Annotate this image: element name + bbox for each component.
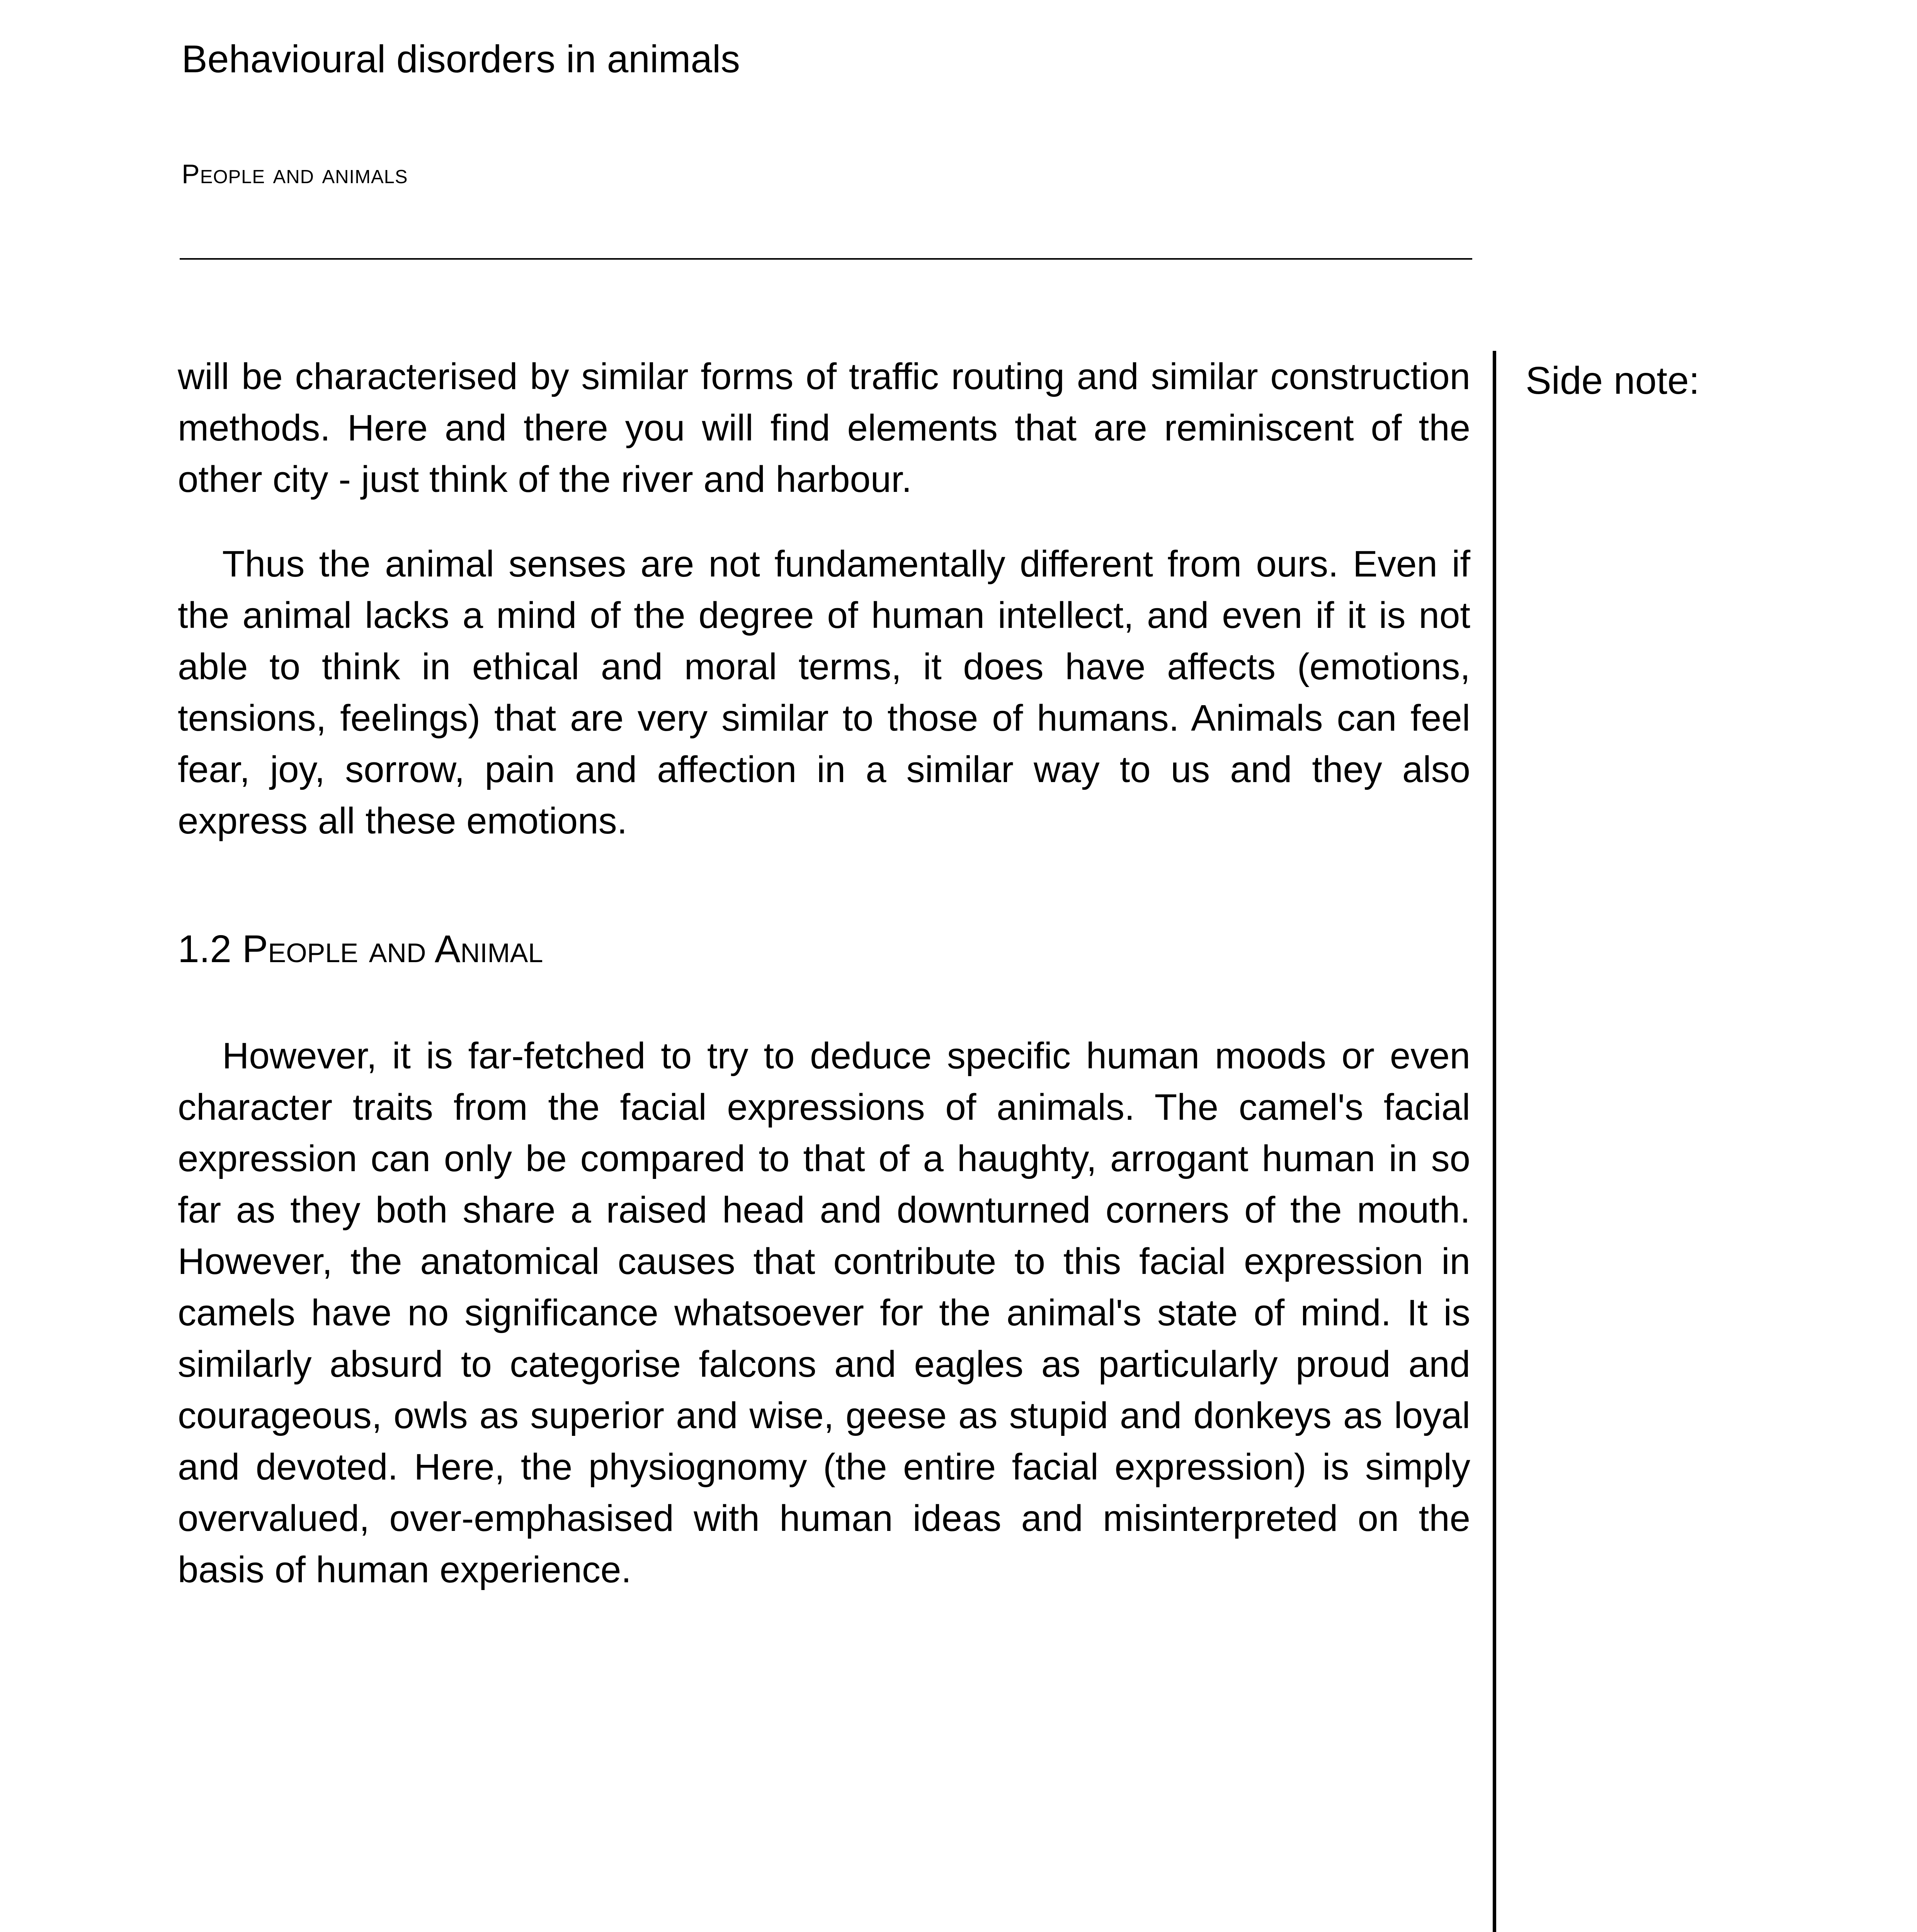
header-divider <box>180 258 1472 260</box>
main-text-column <box>178 351 1470 1595</box>
body-paragraph: Thus the animal senses are not fundamentally different from ours. Even if the animal lacks a mind of the degree of human intellect, and even if it is not able to think in ethical and moral terms, it does have affects (emotions, tensions, feelings) that are very similar to those of humans. Animals can feel fear, joy, sorrow, pain and affection in a similar way to us and they also express all these emotions. <box>178 543 1470 842</box>
side-note-label: Side note: <box>1526 359 1700 402</box>
section-title: People and Animal <box>242 927 543 971</box>
margin-divider <box>1493 351 1496 1932</box>
body-paragraph: will be characterised by similar forms of traffic routing and similar construction methods. Here and there you will find elements that are reminiscent of the other city - just think of the river and harbour. <box>178 356 1470 500</box>
book-title: Behavioural disorders in animals <box>182 37 740 81</box>
section-number: 1.2 <box>178 927 232 971</box>
chapter-running-header: People and animals <box>182 159 408 189</box>
body-paragraph: However, it is far-fetched to try to deduce specific human moods or even character traits from the facial expressions of animals. The camel's facial expression can only be compared to that of a haughty, arrogant human in so far as they both share a raised head and downturned corners of the mouth. However, the anatomical causes that contribute to this facial expression in camels have no significance whatsoever for the animal's state of mind. It is similarly absurd to categorise falcons and eagles as particularly proud and courageous, owls as superior and wise, geese as stupid and donkeys as loyal and devoted. Here, the physiognomy (the entire facial expression) is simply overvalued, over-emphasised with human ideas and misinterpreted on the basis of human experience. <box>178 1035 1470 1590</box>
section-heading <box>178 924 1470 974</box>
